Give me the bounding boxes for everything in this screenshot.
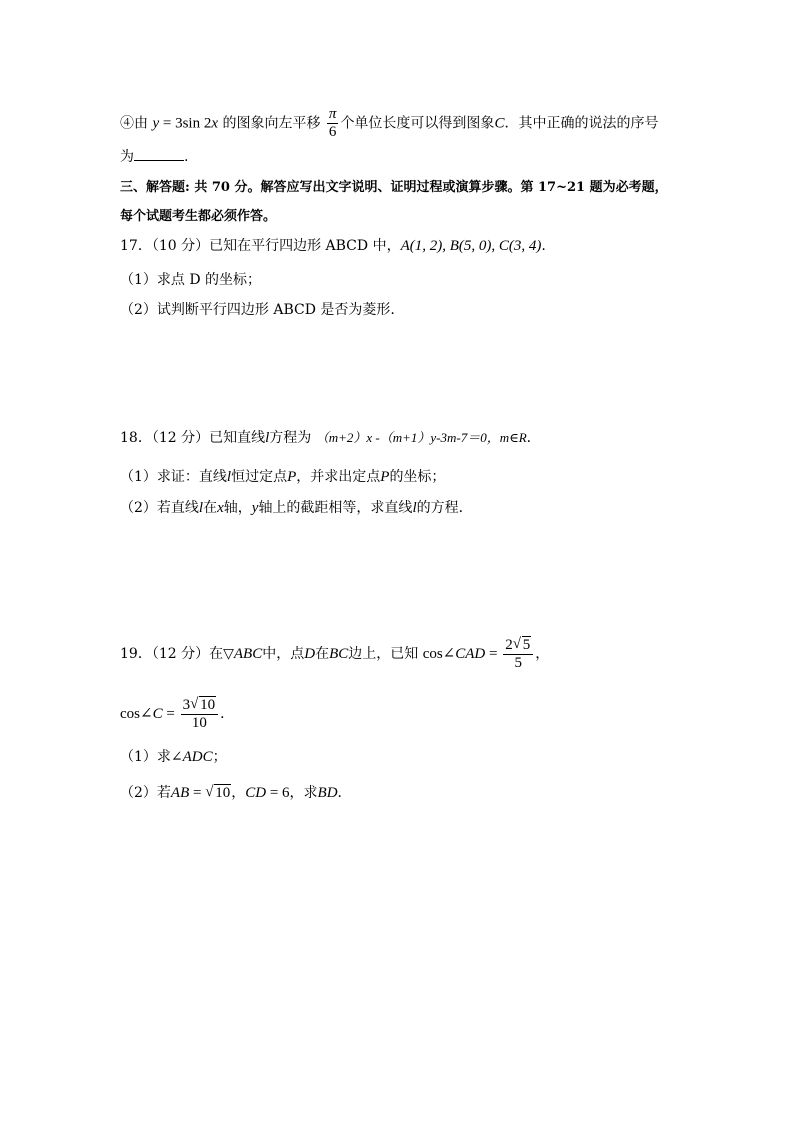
answer-blank[interactable] (134, 146, 184, 161)
fraction-pi-over-6: $\frac{\pi}{6}$ (328, 106, 337, 140)
section3-heading-line2: 每个试题考生都必须作答。 (120, 209, 277, 224)
q18-part1: （1）求证：直线l恒过定点P，并求出定点P的坐标； (120, 469, 446, 485)
q18-part2: （2）若直线l在x轴，y轴上的截距相等，求直线l的方程． (120, 500, 473, 516)
triangle-symbol: ▽ (223, 646, 234, 662)
q19-part1: （1）求∠ADC； (120, 749, 227, 765)
fraction-2sqrt5-over-5: 2 √ 5 5 (503, 637, 533, 672)
q18-stem: 18．（12 分）已知直线l方程为 （m+2）x -（m+1）y-3m-7＝0，m∈R． (120, 430, 541, 446)
q17-stem: 17．（10 分）已知在平行四边形 ABCD 中，A(1, 2), B(5, 0), C(3, 4). (120, 238, 546, 254)
fraction-3sqrt10-over-10: 3 √ 10 10 (181, 697, 219, 732)
q18-equation: （m+2）x -（m+1）y-3m-7＝0，m∈R (315, 430, 527, 445)
circled-number: ④ (120, 115, 134, 132)
section3-heading-line1: 三、解答题: 共 70 分。解答应写出文字说明、证明过程或演算步骤。第 17~21 题为必考题， (120, 180, 668, 195)
q19-stem: 19．（12 分）在▽ABC中，点D在BC边上，已知 cos∠CAD = 2 √ 5 5 ， (120, 635, 550, 671)
q19-part2: （2）若AB = √ 10，CD = 6，求BD． (120, 784, 352, 801)
q17-part1: （1）求点 D 的坐标； (120, 272, 262, 288)
item4-line1: ④由 y = 3sin 2x 的图象向左平移 $\frac{\pi}{6}$ 个单位长度可以得到图象C．其中正确的说法的序号 (120, 106, 659, 140)
q17-part2: （2）试判断平行四边形 ABCD 是否为菱形. (120, 302, 395, 318)
item4-line2: 为 . (120, 146, 188, 167)
q19-cosC: cos∠C = 3 √ 10 10 ． (120, 695, 235, 731)
q17-points: A(1, 2), B(5, 0), C(3, 4) (400, 238, 542, 254)
